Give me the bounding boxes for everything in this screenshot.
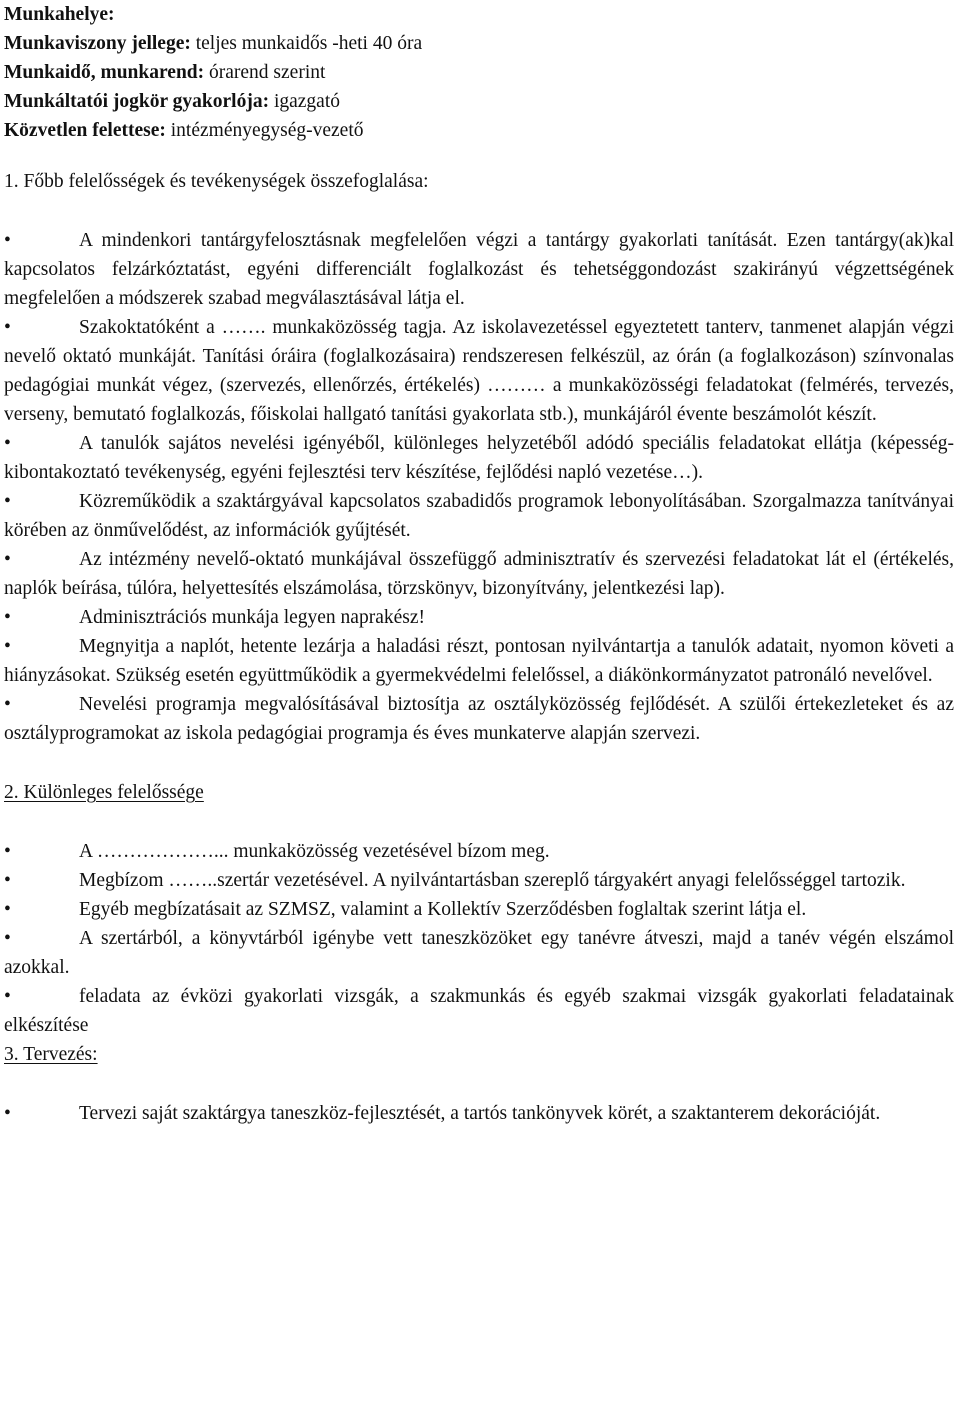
bullet-icon: • [4,694,11,715]
workplace-line [4,0,954,29]
list-item-text: Nevelési programja megvalósításával biztosítja az osztályközösség fejlődését. A szülői értekezleteket és az osztályprogramokat az iskola pedagógiai programja és éves munkaterve alapján szervezi. [4,694,954,744]
bullet-icon: • [4,870,11,891]
bullet-icon: • [4,607,11,628]
employer-label: Munkáltatói jogkör gyakorlója: [4,91,270,112]
list-item [4,313,954,429]
bullet-icon: • [4,433,11,454]
bullet-icon: • [4,549,11,570]
list-item-text: A szertárból, a könyvtárból igénybe vett taneszközöket egy tanévre átveszi, majd a tanév végén elszámol azokkal. [4,928,954,978]
workplace-label: Munkahelye: [4,4,115,25]
list-item [4,226,954,313]
employer-value: igazgató [269,91,340,112]
spacer [4,748,954,778]
employment-label: Munkaviszony jellege: [4,33,191,54]
supervisor-value: intézményegység-vezető [165,120,364,141]
section-3-list [4,1099,954,1128]
section-3-heading [4,1040,954,1069]
section-1-list [4,226,954,748]
list-item-text: Megnyitja a naplót, hetente lezárja a haladási részt, pontosan nyilvántartja a tanulók adatait, nyomon követi a hiányzásokat. Szükség esetén együttműködik a gyermekvédelmi felelőssel, a diákönkormányzatot patronáló nevelővel. [4,636,954,686]
list-item-text: Az intézmény nevelő-oktató munkájával összefüggő adminisztratív és szervezési feladatokat lát el (értékelés, naplók beírása, túlóra, helyettesítés elszámolása, törzskönyv, bizonyítvány, jelentkezési lap). [4,549,954,599]
list-item-text: Egyéb megbízatásait az SZMSZ, valamint a Kollektív Szerződésben foglaltak szerint látja el. [79,899,807,920]
list-item [4,603,954,632]
list-item-text: Közreműködik a szaktárgyával kapcsolatos szabadidős programok lebonyolításában. Szorgalmazza tanítványai körében az önművelődést, az információk gyűjtését. [4,491,954,541]
list-item [4,982,954,1040]
list-item [4,866,954,895]
list-item [4,837,954,866]
employer-line [4,87,954,116]
spacer [4,1069,954,1099]
supervisor-label: Közvetlen felettese: [4,120,166,141]
list-item-text: Megbízom ……..szertár vezetésével. A nyilvántartásban szereplő tárgyakért anyagi felelősséggel tartozik. [79,870,906,891]
employment-value: teljes munkaidős -heti 40 óra [190,33,423,54]
list-item [4,895,954,924]
bullet-icon: • [4,491,11,512]
list-item [4,1099,954,1128]
document-page [4,0,954,1128]
list-item-text: Tervezi saját szaktárgya taneszköz-fejlesztését, a tartós tankönyvek körét, a szaktanterem dekorációját. [79,1103,881,1124]
bullet-icon: • [4,636,11,657]
bullet-icon: • [4,230,11,251]
employment-line [4,29,954,58]
bullet-icon: • [4,841,11,862]
list-item [4,487,954,545]
list-item-text: Adminisztrációs munkája legyen naprakész! [79,607,426,628]
spacer [4,145,954,167]
list-item-text: Szakoktatóként a ……. munkaközösség tagja. Az iskolavezetéssel egyeztetett tanterv, tanmenet alapján végzi nevelő oktató munkáját. Tanítási óráira (foglalkozásaira) rendszeresen felkészül, az órán (a foglalkozáson) színvonalas pedagógiai munkát végez, (szervezés, ellenőrzés, értékelés) ……… a munkaközösségi feladatokat (felmérés, tervezés, verseny, bemutató foglalkozás, főiskolai hallgató tanítási gyakorlata stb.), munkájáról évente beszámolót készít. [4,317,954,425]
list-item-text: A ………………... munkaközösség vezetésével bízom meg. [79,841,550,862]
bullet-icon: • [4,899,11,920]
bullet-icon: • [4,317,11,338]
bullet-icon: • [4,1103,11,1124]
bullet-icon: • [4,986,11,1007]
section-2-heading-text: 2. Különleges felelőssége [4,782,204,803]
section-3-heading-text: 3. Tervezés: [4,1044,98,1065]
spacer [4,807,954,837]
worktime-label: Munkaidő, munkarend: [4,62,205,83]
worktime-line [4,58,954,87]
spacer [4,196,954,226]
list-item [4,690,954,748]
section-2-list [4,837,954,1040]
list-item [4,545,954,603]
list-item [4,924,954,982]
list-item [4,632,954,690]
list-item-text: feladata az évközi gyakorlati vizsgák, a szakmunkás és egyéb szakmai vizsgák gyakorlati feladatainak elkészítése [4,986,954,1036]
list-item-text: A mindenkori tantárgyfelosztásnak megfelelően végzi a tantárgy gyakorlati tanítását. Ezen tantárgy(ak)kal kapcsolatos felzárkóztatást, egyéni differenciált foglalkozást és tehetséggondozást szakirányú végzettségének megfelelően a módszerek szabad megválasztásával látja el. [4,230,954,309]
worktime-value: órarend szerint [204,62,326,83]
list-item [4,429,954,487]
supervisor-line [4,116,954,145]
section-1-heading: 1. Főbb felelősségek és tevékenységek összefoglalása: [4,171,429,192]
list-item-text: A tanulók sajátos nevelési igényéből, különleges helyzetéből adódó speciális feladatokat ellátja (képesség-kibontakoztató tevékenység, egyéni fejlesztési terv készítése, fejlődési napló vezetése…). [4,433,954,483]
section-2-heading [4,778,954,807]
bullet-icon: • [4,928,11,949]
